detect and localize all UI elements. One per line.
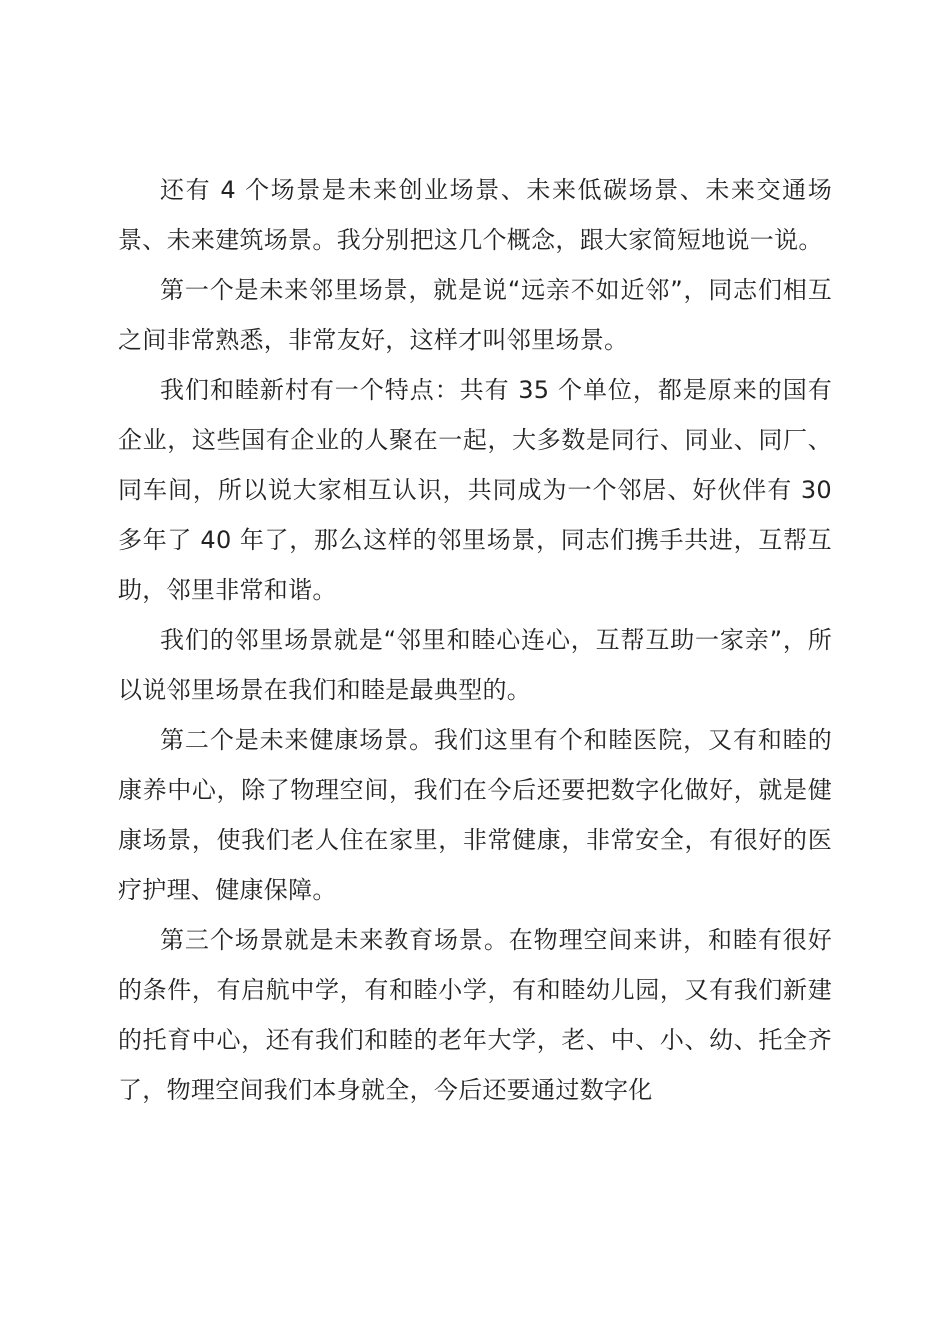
paragraph-health-scene: 第二个是未来健康场景。我们这里有个和睦医院，又有和睦的康养中心，除了物理空间，我们在今后还要把数字化做好，就是健康场景，使我们老人住在家里，非常健康，非常安全，有很好的医疗护理、健康保障。 [118,726,832,904]
paragraph-future-scenes-intro: 还有 4 个场景是未来创业场景、未来低碳场景、未来交通场景、未来建筑场景。我分别把这几个概念，跟大家简短地说一说。 [118,176,832,254]
paragraph-neighborhood-scene: 第一个是未来邻里场景，就是说“远亲不如近邻”，同志们相互之间非常熟悉，非常友好，这样才叫邻里场景。 [118,276,832,354]
paragraph-neighborhood-slogan: 我们的邻里场景就是“邻里和睦心连心，互帮互助一家亲”，所以说邻里场景在我们和睦是最典型的。 [118,626,832,704]
paragraph-education-scene: 第三个场景就是未来教育场景。在物理空间来讲，和睦有很好的条件，有启航中学，有和睦小学，有和睦幼儿园，又有我们新建的托育中心，还有我们和睦的老年大学，老、中、小、幼、托全齐了，物理空间我们本身就全，今后还要通过数字化 [118,926,832,1104]
document-page [118,165,832,1115]
paragraph-hemu-village-feature: 我们和睦新村有一个特点：共有 35 个单位，都是原来的国有企业，这些国有企业的人聚在一起，大多数是同行、同业、同厂、同车间，所以说大家相互认识，共同成为一个邻居、好伙伴有 30 多年了 40 年了，那么这样的邻里场景，同志们携手共进，互帮互助，邻里非常和谐。 [118,376,832,604]
